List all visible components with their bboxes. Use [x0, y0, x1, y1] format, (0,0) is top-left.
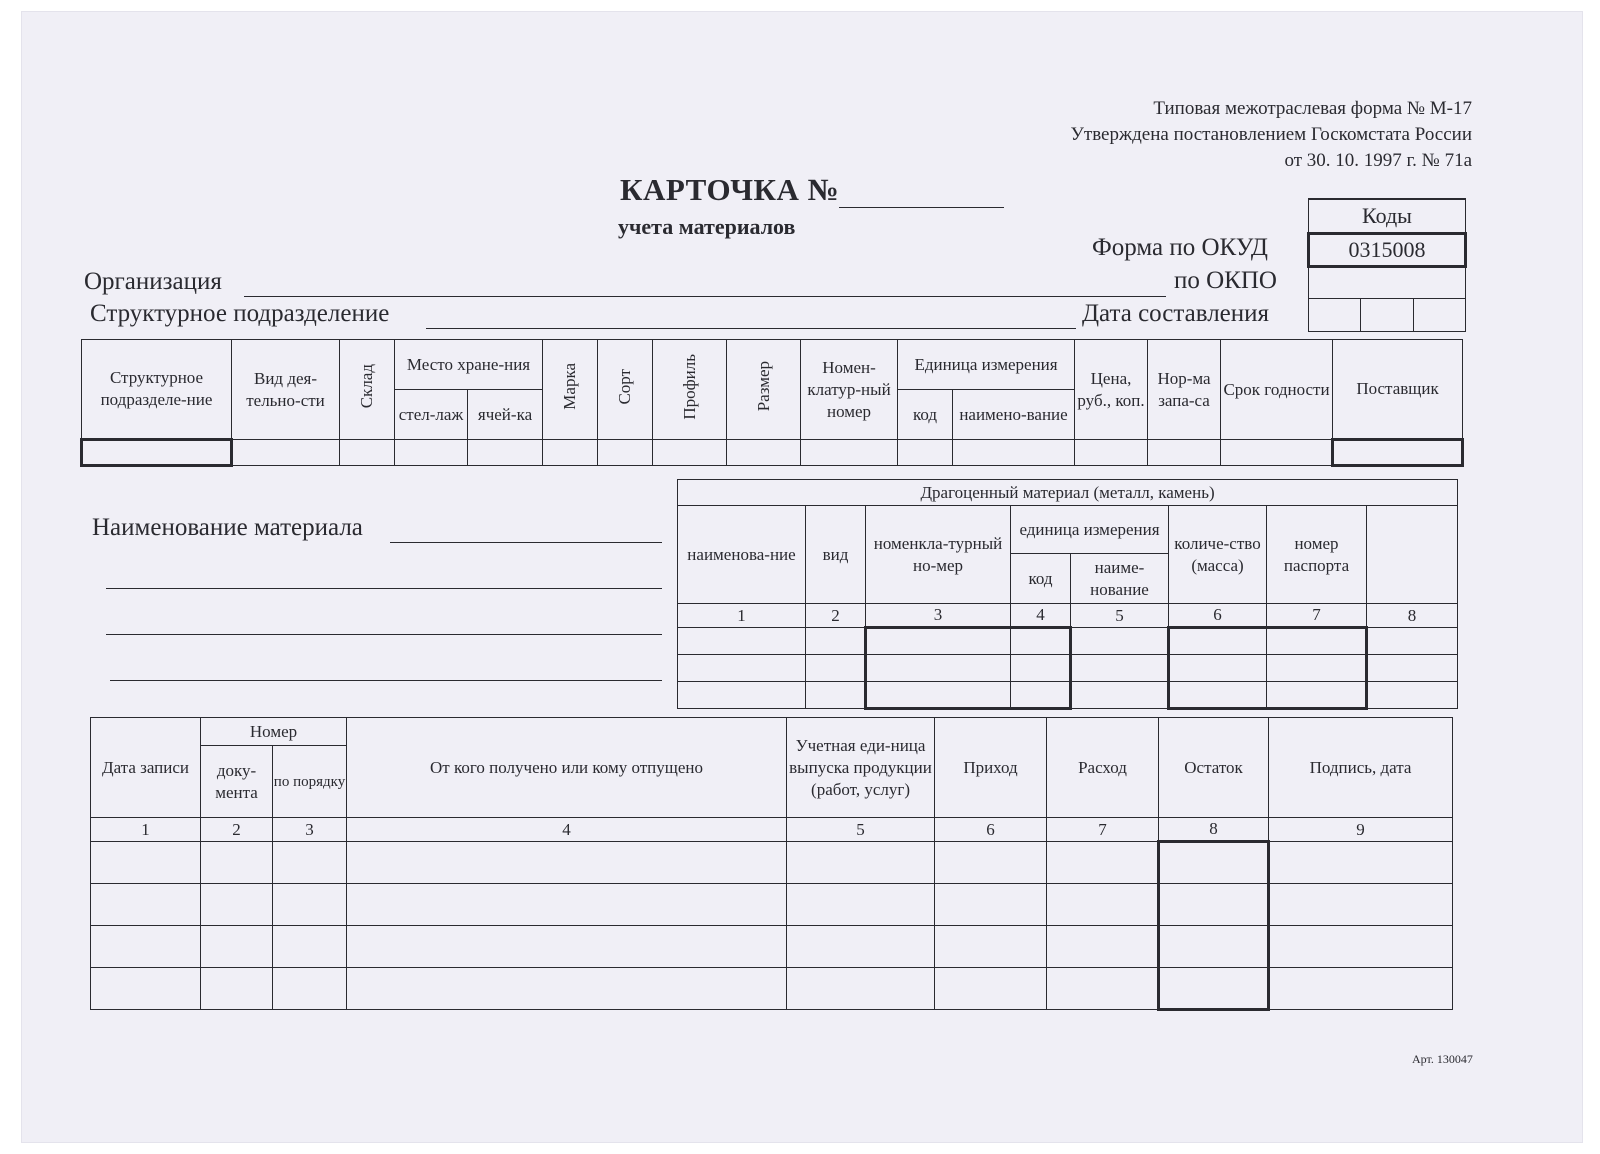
entry-cell[interactable] [953, 440, 1075, 466]
mv-col-expense: Расход [1047, 718, 1159, 818]
col-number: 9 [1269, 818, 1453, 842]
mv-col-doc: доку-мента [201, 746, 273, 818]
form-header [1070, 96, 1472, 174]
pm-col-unit: единица измерения [1011, 506, 1169, 554]
pm-col-unit-code: код [1011, 554, 1071, 604]
col-number: 5 [787, 818, 935, 842]
mv-numbers-row [91, 818, 1453, 842]
col-number: 1 [678, 604, 806, 628]
col-number: 4 [1011, 604, 1071, 628]
pm-col-extra [1367, 506, 1458, 604]
col-number: 3 [273, 818, 347, 842]
col-price: Цена, руб., коп. [1075, 340, 1148, 440]
date-cell-month[interactable] [1361, 299, 1413, 332]
col-number: 8 [1367, 604, 1458, 628]
entry-cell[interactable] [1221, 440, 1333, 466]
precious-material-table [677, 479, 1458, 710]
attributes-table [80, 339, 1464, 467]
card-number-field[interactable] [839, 181, 1004, 208]
col-number: 5 [1071, 604, 1169, 628]
col-unit-code: код [898, 390, 953, 440]
col-supplier: Поставщик [1333, 340, 1463, 440]
col-size: Размер [727, 340, 801, 440]
pm-numbers-row [678, 604, 1458, 628]
mv-col-signature: Подпись, дата [1269, 718, 1453, 818]
entry-cell[interactable] [82, 440, 232, 466]
attributes-entry-row [82, 440, 1463, 466]
card-title: КАРТОЧКА № [620, 172, 1004, 208]
col-number: 3 [866, 604, 1011, 628]
form-sheet [22, 12, 1582, 1142]
entry-cell[interactable] [727, 440, 801, 466]
col-number: 6 [1169, 604, 1267, 628]
entry-cell[interactable] [653, 440, 727, 466]
mv-entry-row [91, 968, 1453, 1010]
codes-table [1307, 198, 1467, 332]
structural-unit-label: Структурное подразделение [90, 300, 390, 327]
okud-value[interactable]: 0315008 [1309, 234, 1466, 267]
okpo-value[interactable] [1309, 267, 1466, 299]
entry-cell[interactable] [543, 440, 598, 466]
entry-cell[interactable] [395, 440, 468, 466]
pm-col-nomenclature: номенкла-турный но-мер [866, 506, 1011, 604]
mv-col-from-to: От кого получено или кому отпущено [347, 718, 787, 818]
mv-col-income: Приход [935, 718, 1047, 818]
entry-cell[interactable] [801, 440, 898, 466]
organization-field[interactable] [244, 296, 1166, 297]
col-warehouse: Склад [340, 340, 395, 440]
date-label: Дата составления [1082, 300, 1270, 327]
entry-cell[interactable] [598, 440, 653, 466]
col-grade: Сорт [598, 340, 653, 440]
col-cell: ячей-ка [468, 390, 543, 440]
material-name-line-4[interactable] [110, 680, 662, 681]
col-shelf-life: Срок годности [1221, 340, 1333, 440]
form-number-line: Типовая межотраслевая форма № М-17 [1153, 98, 1472, 119]
entry-cell[interactable] [898, 440, 953, 466]
col-structural-unit: Структурное подразделе-ние [82, 340, 232, 440]
article-number: Арт. 130047 [1412, 1052, 1473, 1066]
col-number: 1 [91, 818, 201, 842]
structural-unit-field[interactable] [426, 328, 1076, 329]
precious-title: Драгоценный материал (металл, камень) [678, 480, 1458, 506]
mv-col-date: Дата записи [91, 718, 201, 818]
card-subtitle: учета материалов [618, 214, 796, 239]
approval-line: Утверждена постановлением Госкомстата России [1070, 124, 1472, 145]
pm-col-unit-name: наиме-нование [1071, 554, 1169, 604]
movement-table [90, 717, 1453, 1011]
pm-entry-row [678, 655, 1458, 682]
okud-label: Форма по ОКУД [1092, 234, 1268, 261]
col-number: 2 [806, 604, 866, 628]
pm-col-passport: номер паспорта [1267, 506, 1367, 604]
pm-col-kind: вид [806, 506, 866, 604]
material-name-label: Наименование материала [92, 514, 363, 541]
entry-cell[interactable] [1333, 440, 1463, 466]
mv-col-order: по порядку [273, 746, 347, 818]
mv-col-unit: Учетная еди-ница выпуска продукции (работ, услуг) [787, 718, 935, 818]
material-name-field[interactable] [390, 542, 662, 543]
okpo-label: по ОКПО [1174, 267, 1277, 294]
mv-entry-row [91, 926, 1453, 968]
date-cell-year[interactable] [1413, 299, 1465, 332]
col-number: 2 [201, 818, 273, 842]
col-rack: стел-лаж [395, 390, 468, 440]
entry-cell[interactable] [340, 440, 395, 466]
pm-entry-row [678, 682, 1458, 709]
material-name-line-3[interactable] [106, 634, 662, 635]
material-name-line-2[interactable] [106, 588, 662, 589]
col-number: 8 [1159, 818, 1269, 842]
entry-cell[interactable] [468, 440, 543, 466]
col-number: 7 [1047, 818, 1159, 842]
col-number: 7 [1267, 604, 1367, 628]
col-activity: Вид дея-тельно-сти [232, 340, 340, 440]
col-profile: Профиль [653, 340, 727, 440]
codes-header: Коды [1309, 199, 1466, 234]
col-unit-name: наимено-вание [953, 390, 1075, 440]
col-number: 4 [347, 818, 787, 842]
organization-label: Организация [84, 268, 222, 295]
date-cell-day[interactable] [1309, 299, 1361, 332]
pm-col-quantity: количе-ство (масса) [1169, 506, 1267, 604]
mv-col-balance: Остаток [1159, 718, 1269, 818]
mv-entry-row [91, 884, 1453, 926]
pm-col-name: наименова-ние [678, 506, 806, 604]
mv-entry-row [91, 842, 1453, 884]
entry-cell[interactable] [1148, 440, 1221, 466]
entry-cell[interactable] [1075, 440, 1148, 466]
mv-col-number: Номер [201, 718, 347, 746]
col-number: 6 [935, 818, 1047, 842]
approval-date-line: от 30. 10. 1997 г. № 71а [1284, 150, 1472, 171]
col-unit: Единица измерения [898, 340, 1075, 390]
col-stock-norm: Нор-ма запа-са [1148, 340, 1221, 440]
col-nomenclature: Номен-клатур-ный номер [801, 340, 898, 440]
entry-cell[interactable] [232, 440, 340, 466]
col-storage: Место хране-ния [395, 340, 543, 390]
col-brand: Марка [543, 340, 598, 440]
pm-entry-row [678, 628, 1458, 655]
